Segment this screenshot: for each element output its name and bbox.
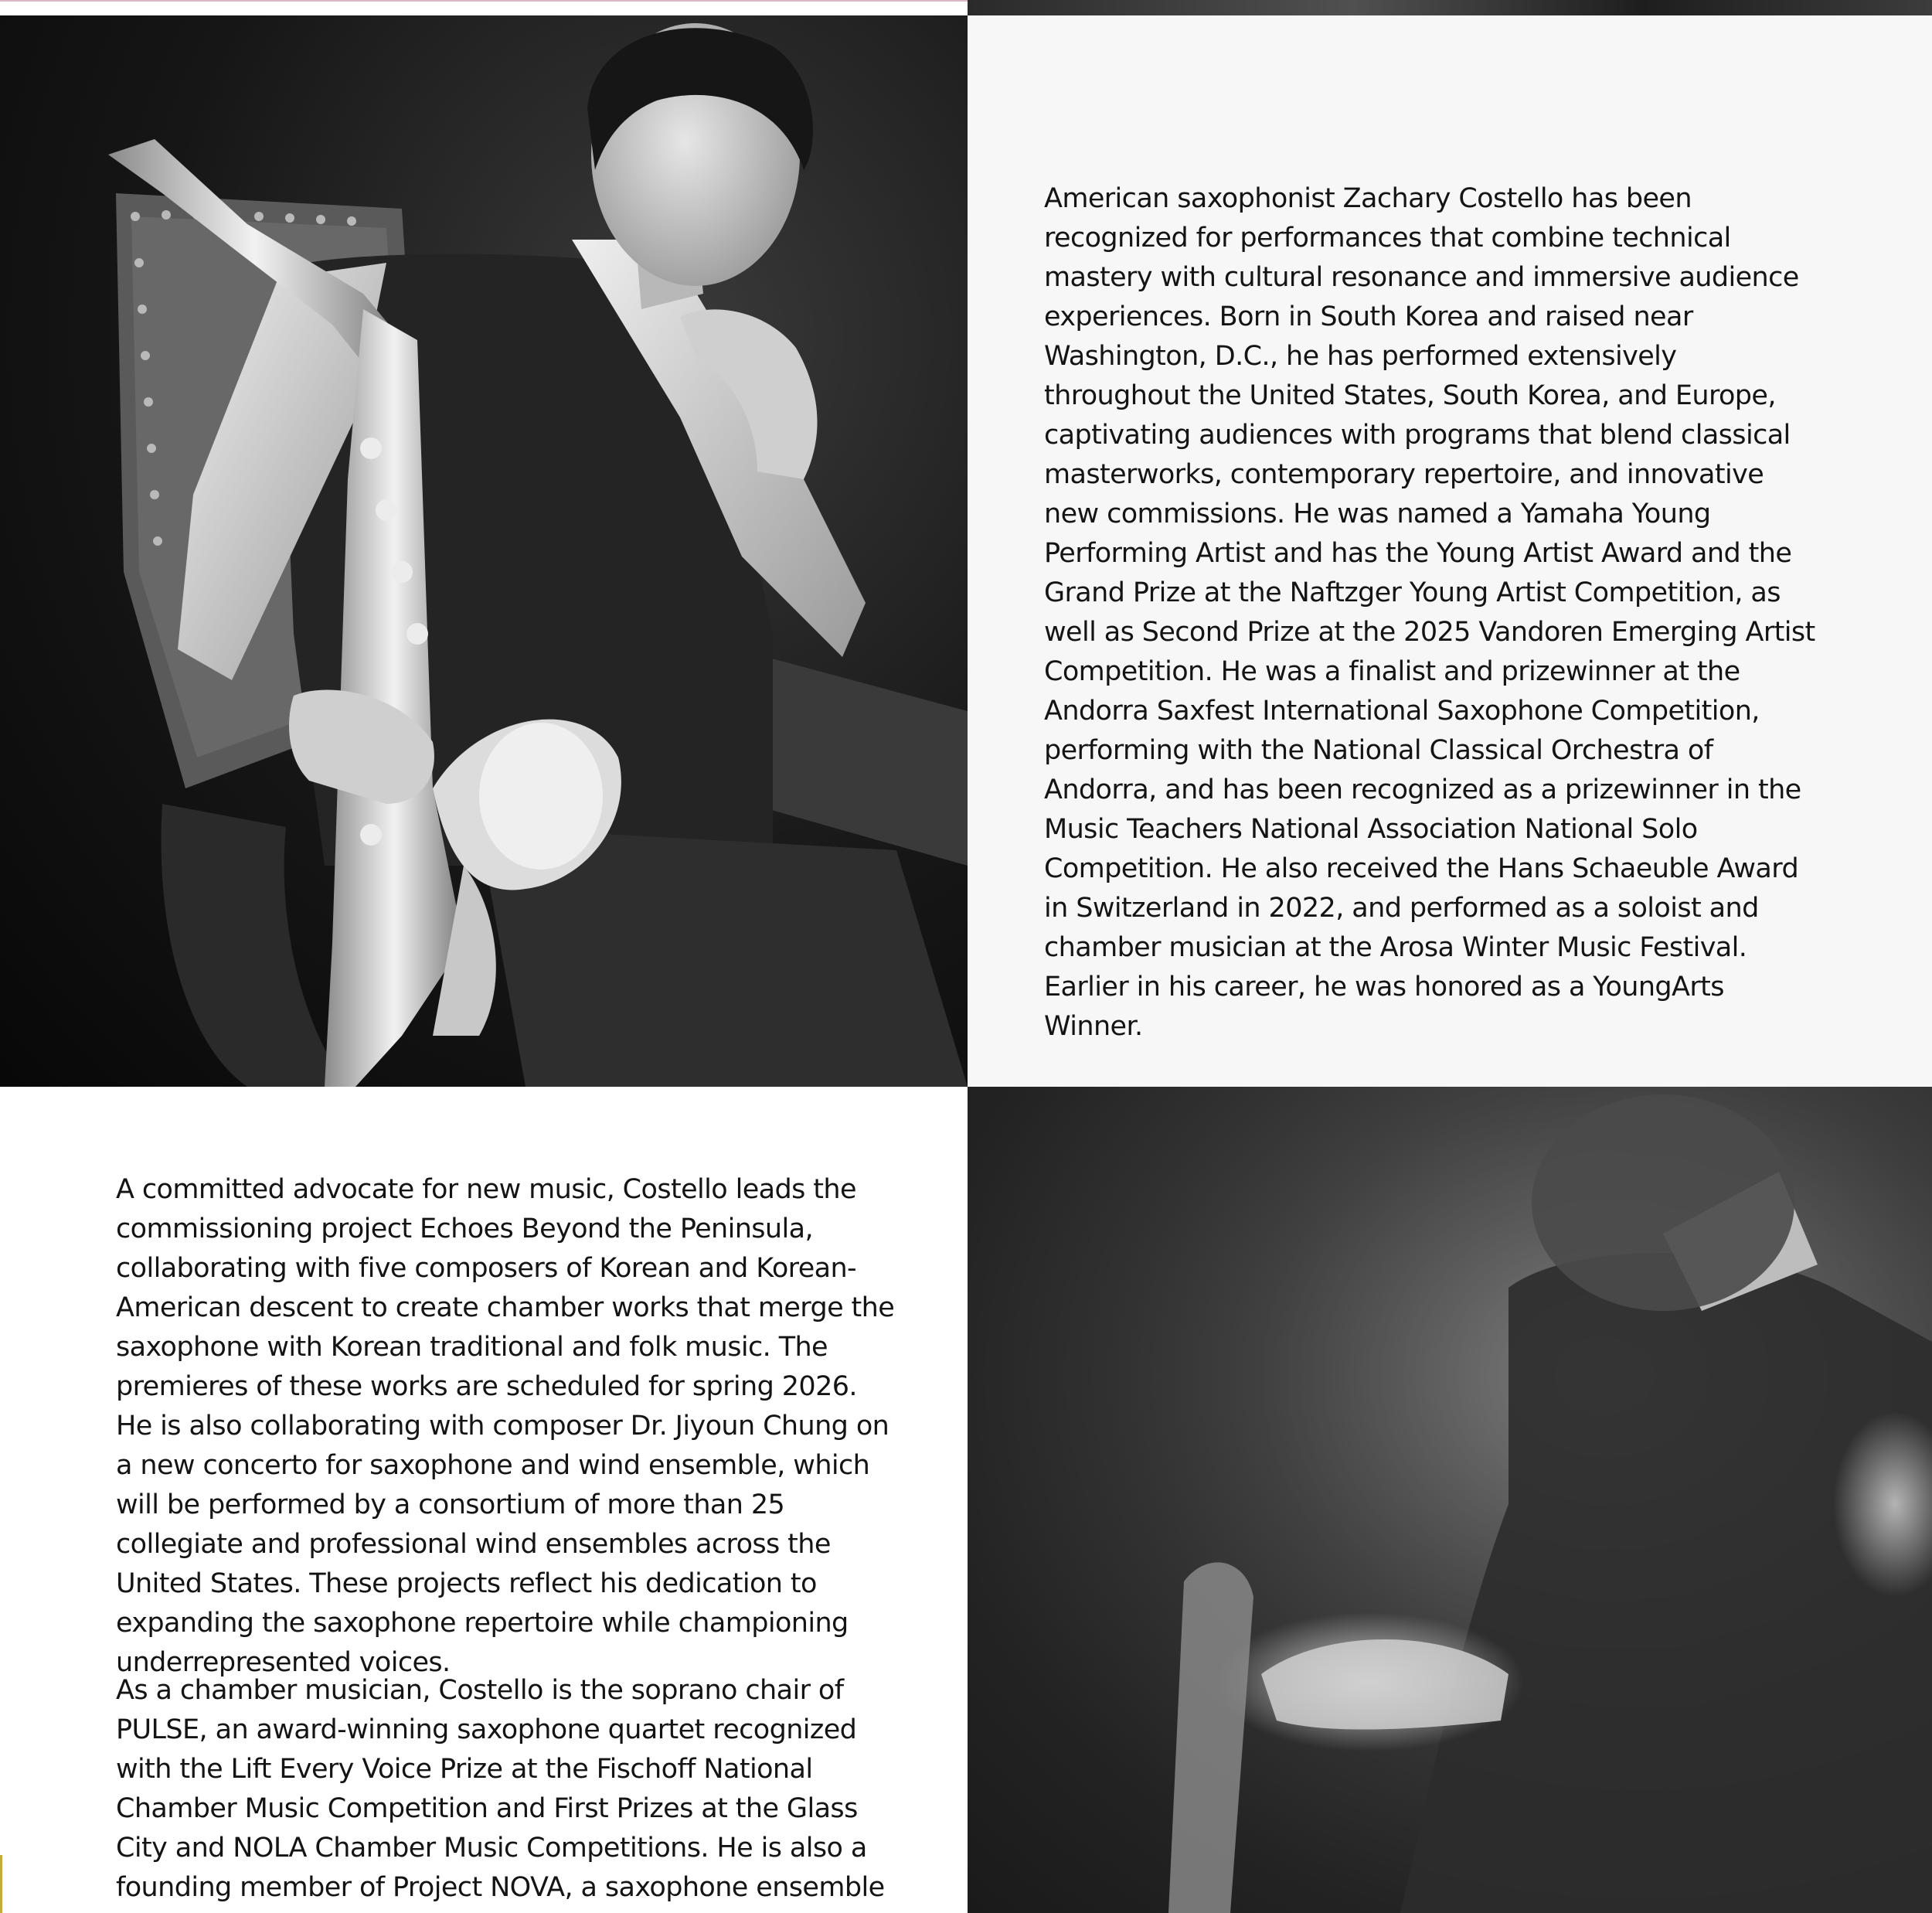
left-edge-accent <box>0 1855 2 1913</box>
bio-paragraph-1: American saxophonist Zachary Costello has been recognized for performances that combine technical mastery with cultural resonance and immersive audience experiences. Born in South Korea and raised near Washington, D.C., he has performed extensively throughout the United States, South Korea, and Europe, captivating audiences with programs that blend classical masterworks, contemporary repertoire, and innovative new commissions. He was named a Yamaha Young Performing Artist and has the Young Artist Award and the Grand Prize at the Naftzger Young Artist Competition, as well as Second Prize at the 2025 Vandoren Emerging Artist Competition. He was a finalist and prizewinner at the Andorra Saxfest International Saxophone Competition, performing with the National Classical Orchestra of Andorra, and has been recognized as a prizewinner in the Music Teachers National Association National Solo Competition. He also received the Hans Schaeuble Award in Switzerland in 2022, and performed as a soloist and chamber musician at the Arosa Winter Music Festival. Earlier in his career, he was honored as a YoungArts Winner. <box>1044 183 1815 1042</box>
performance-photo <box>968 1087 1932 1913</box>
portrait-photo <box>0 15 968 1087</box>
top-image-edge <box>968 0 1932 15</box>
bio-paragraph-3: As a chamber musician, Costello is the soprano chair of PULSE, an award-winning saxophone quartet recognized with the Lift Every Voice Prize at the Fischoff National Chamber Music Competition and First Prizes at the Glass City and NOLA Chamber Music Competitions. He is also a founding member of Project NOVA, a saxophone ensemble <box>116 1675 885 1903</box>
top-divider <box>0 0 968 2</box>
bio-paragraph-2: A committed advocate for new music, Costello leads the commissioning project Echoes Beyond the Peninsula, collaborating with five composers of Korean and Korean-American descent to create chamber works that merge the saxophone with Korean traditional and folk music. The premieres of these works are scheduled for spring 2026. He is also collaborating with composer Dr. Jiyoun Chung on a new concerto for saxophone and wind ensemble, which will be performed by a consortium of more than 25 collegiate and professional wind ensembles across the United States. These projects reflect his dedication to expanding the saxophone repertoire while championing underrepresented voices. <box>116 1174 895 1678</box>
